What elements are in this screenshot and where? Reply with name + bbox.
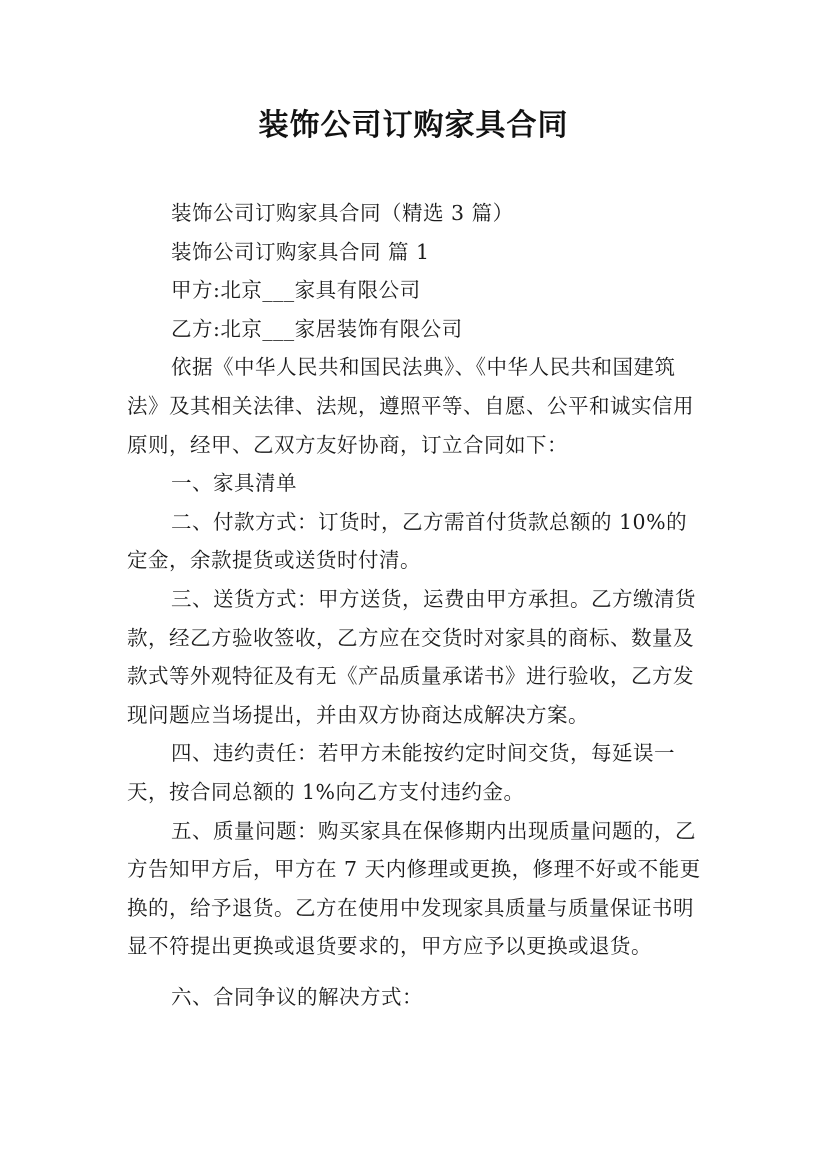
paragraph-clause-4: 四、违约责任：若甲方未能按约定时间交货，每延误一天，按合同总额的 1%向乙方支付违约金。 (127, 741, 675, 804)
paragraph-clause-5: 五、质量问题：购买家具在保修期内出现质量问题的，乙方告知甲方后，甲方在 7 天内修理或更换，修理不好或不能更换的，给予退货。乙方在使用中发现家具质量与质量保证书明显不符提出更换或退货要求的，甲方应予以更换或退货。 (127, 818, 701, 959)
paragraph-clause-3: 三、送货方式：甲方送货，运费由甲方承担。乙方缴清货款，经乙方验收签收，乙方应在交货时对家具的商标、数量及款式等外观特征及有无《产品质量承诺书》进行验收，乙方发现问题应当场提出，并由双方协商达成解决方案。 (127, 586, 696, 727)
paragraph-section-heading: 装饰公司订购家具合同 篇 1 (171, 239, 430, 264)
paragraph-subtitle: 装饰公司订购家具合同（精选 3 篇） (171, 201, 514, 225)
document-body (127, 194, 707, 1016)
paragraph-clause-1: 一、家具清单 (171, 471, 297, 496)
document-title: 装饰公司订购家具合同 (258, 108, 569, 143)
paragraph-party-a: 甲方:北京___家具有限公司 (171, 278, 421, 303)
paragraph-party-b: 乙方:北京___家居装饰有限公司 (171, 316, 463, 341)
paragraph-preamble: 依据《中华人民共和国民法典》、《中华人民共和国建筑法》及其相关法律、法规，遵照平等、自愿、公平和诚实信用原则，经甲、乙双方友好协商，订立合同如下： (127, 355, 694, 457)
paragraph-clause-6: 六、合同争议的解决方式： (171, 984, 423, 1009)
paragraph-clause-2: 二、付款方式：订货时，乙方需首付货款总额的 10%的定金，余款提货或送货时付清。 (127, 509, 688, 573)
